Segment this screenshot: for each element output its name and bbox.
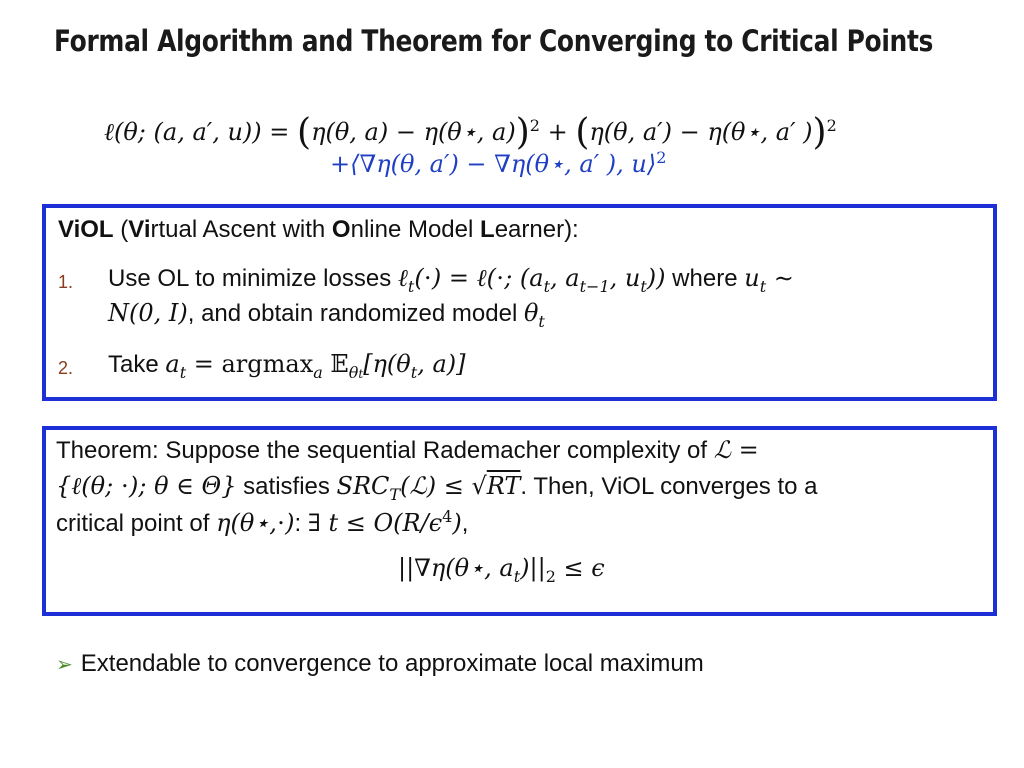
theorem-bound-equation: ||∇η(θ⋆, $a_t)||_2 \le \epsilon$ (398, 554, 605, 586)
slide-title: Formal Algorithm and Theorem for Converging to Critical Points (54, 24, 934, 58)
algorithm-heading: ViOL (Virtual Ascent with Online Model Learner): (58, 216, 579, 243)
step-number: 2. (58, 358, 74, 378)
theorem-line-1: Theorem: Suppose the sequential Rademacher complexity of ℒ = (56, 436, 759, 464)
algorithm-box (42, 204, 997, 401)
extension-bullet (56, 650, 704, 678)
theorem-line-2: {ℓ(θ; ⋅); θ ∈ Θ} satisfies $SRC_T(ℒ) \le √RT$. Then, ViOL converges to a (56, 472, 818, 504)
step-1-line-2: N(0, I), and obtain randomized model $\theta_t$ (108, 299, 545, 331)
theorem-line-3: critical point of η(θ⋆,⋅): ∃ $t \le O(R/\epsilon^4)$, (56, 507, 469, 537)
loss-equation-line1: ℓ(θ; (a, a′, u)) = (η(θ, a) − η(θ⋆, a))$^2$ + (η(θ, a′) − η(θ⋆, a′ ))$^2$ (104, 112, 837, 153)
bullet-text: Extendable to convergence to approximate local maximum (80, 650, 704, 677)
step-number: 1. (58, 272, 74, 292)
step-2-line: Take $a_t = argmax_a$ $𝔼_{\theta t}[\eta(\theta_t$, a)] (108, 350, 466, 382)
arrow-bullet-icon: ➢ (56, 654, 73, 676)
theorem-box (42, 426, 997, 616)
step-1-line-1: Use OL to minimize losses ℓ$_t$(⋅) = ℓ(⋅; ($a_t$, $a_{t-1}$, $u_t$)) where $u_t$ ∼ (108, 264, 794, 296)
loss-equation-line2: +⟨∇η(θ, a′) − ∇η(θ⋆, a′ ), u⟩$^2$ (330, 148, 667, 178)
